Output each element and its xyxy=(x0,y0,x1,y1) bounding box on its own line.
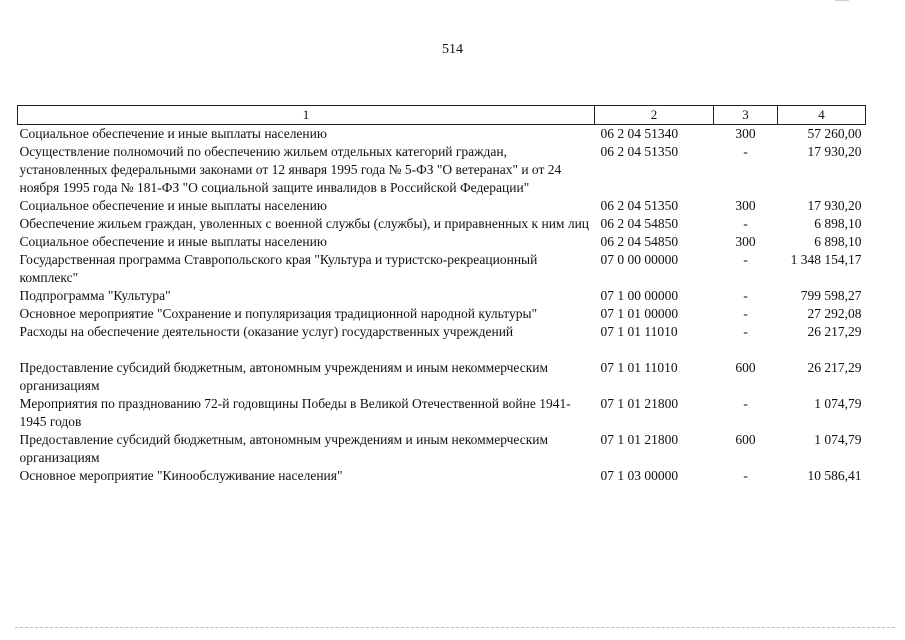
row-code: 07 1 01 00000 xyxy=(600,306,679,321)
row-amount: 26 217,29 xyxy=(807,324,862,339)
row-name: Социальное обеспечение и иные выплаты населению xyxy=(19,234,327,249)
row-kind: 300 xyxy=(735,234,756,249)
row-kind: 300 xyxy=(735,198,756,213)
row-code: 06 2 04 51350 xyxy=(600,144,679,159)
row-kind: 600 xyxy=(735,360,756,375)
row-code: 06 2 04 51340 xyxy=(600,126,679,141)
row-amount: 27 292,08 xyxy=(807,306,862,321)
table-row xyxy=(18,215,866,233)
row-amount: 6 898,10 xyxy=(814,216,862,231)
header-col-3: 3 xyxy=(714,106,778,125)
row-code: 07 1 01 11010 xyxy=(600,360,678,375)
table-row xyxy=(18,251,866,287)
scan-edge-line xyxy=(15,627,895,630)
table-row xyxy=(18,197,866,215)
table-row xyxy=(18,395,866,431)
row-amount: 17 930,20 xyxy=(807,144,862,159)
row-code: 07 1 03 00000 xyxy=(600,468,679,483)
row-name: Расходы на обеспечение деятельности (оказание услуг) государственных учреждений xyxy=(19,324,514,339)
scan-mark xyxy=(835,0,849,1)
row-kind: - xyxy=(743,306,748,321)
row-name: Подпрограмма "Культура" xyxy=(19,288,171,303)
row-kind: - xyxy=(743,144,748,159)
row-kind: - xyxy=(743,324,748,339)
budget-table xyxy=(17,105,866,485)
row-name: Предоставление субсидий бюджетным, автономным учреждениям и иным некоммерческим организациям xyxy=(19,432,549,465)
table-row xyxy=(18,125,866,144)
row-amount: 1 348 154,17 xyxy=(790,252,862,267)
row-kind: - xyxy=(743,288,748,303)
table-row xyxy=(18,233,866,251)
row-name: Основное мероприятие "Сохранение и популяризация традиционной народной культуры" xyxy=(19,306,538,321)
row-kind: 600 xyxy=(735,432,756,447)
row-code: 06 2 04 54850 xyxy=(600,216,679,231)
table-row xyxy=(18,431,866,467)
row-amount: 6 898,10 xyxy=(814,234,862,249)
row-amount: 26 217,29 xyxy=(807,360,862,375)
header-col-2: 2 xyxy=(595,106,714,125)
row-code: 07 1 00 00000 xyxy=(600,288,679,303)
row-kind: - xyxy=(743,468,748,483)
table-row xyxy=(18,323,866,359)
row-amount: 57 260,00 xyxy=(807,126,862,141)
table-row xyxy=(18,143,866,197)
row-name: Социальное обеспечение и иные выплаты населению xyxy=(19,126,327,141)
header-col-4: 4 xyxy=(778,106,866,125)
row-kind: - xyxy=(743,216,748,231)
row-code: 07 0 00 00000 xyxy=(600,252,679,267)
row-kind: 300 xyxy=(735,126,756,141)
table-row xyxy=(18,305,866,323)
row-kind: - xyxy=(743,252,748,267)
table-row xyxy=(18,467,866,485)
table-row xyxy=(18,359,866,395)
row-code: 07 1 01 21800 xyxy=(600,432,679,447)
row-amount: 10 586,41 xyxy=(807,468,862,483)
row-name: Обеспечение жильем граждан, уволенных с военной службы (службы), и приравненных к ним лиц xyxy=(19,216,590,231)
row-amount: 1 074,79 xyxy=(814,396,862,411)
row-code: 06 2 04 51350 xyxy=(600,198,679,213)
row-code: 06 2 04 54850 xyxy=(600,234,679,249)
row-name: Социальное обеспечение и иные выплаты населению xyxy=(19,198,327,213)
row-name: Основное мероприятие "Кинообслуживание населения" xyxy=(19,468,343,483)
row-name: Предоставление субсидий бюджетным, автономным учреждениям и иным некоммерческим организациям xyxy=(19,360,549,393)
row-amount: 17 930,20 xyxy=(807,198,862,213)
row-name: Мероприятия по празднованию 72-й годовщины Победы в Великой Отечественной войне 1941-1945 годов xyxy=(19,396,571,429)
table-header-row xyxy=(18,106,866,125)
header-col-1: 1 xyxy=(18,106,595,125)
row-name: Осуществление полномочий по обеспечению жильем отдельных категорий граждан, установленных федеральными законами от 12 января 1995 года № 5-ФЗ "О ветеранах" и от 24 ноября 1995 года № 181-ФЗ "О социальной защите инвалидов в Российской Федерации" xyxy=(19,144,562,195)
row-amount: 1 074,79 xyxy=(814,432,862,447)
row-code: 07 1 01 11010 xyxy=(600,324,678,339)
table-row xyxy=(18,287,866,305)
row-code: 07 1 01 21800 xyxy=(600,396,679,411)
row-name: Государственная программа Ставропольского края "Культура и туристско-рекреационный комплекс" xyxy=(19,252,538,285)
page-number: 514 xyxy=(442,42,463,57)
row-kind: - xyxy=(743,396,748,411)
row-amount: 799 598,27 xyxy=(800,288,862,303)
